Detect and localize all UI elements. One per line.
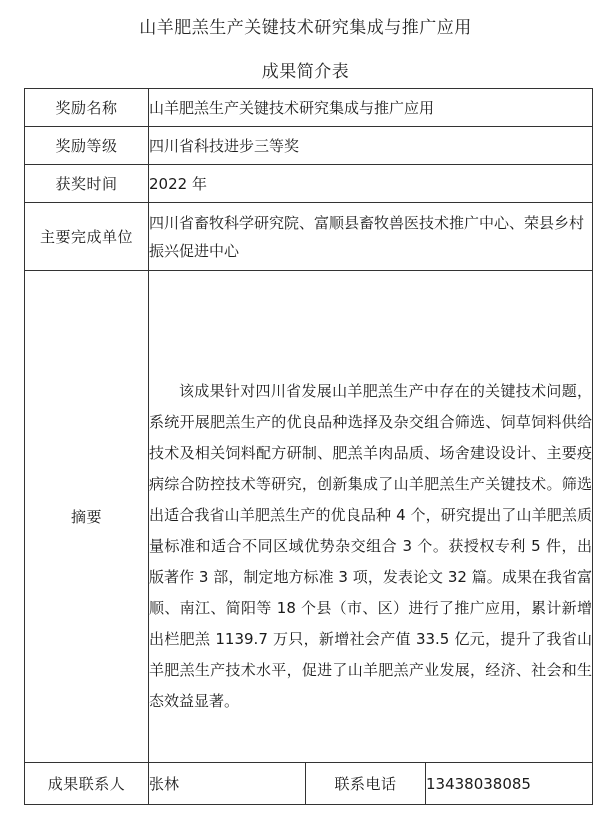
contact-value: 张林 xyxy=(149,763,306,805)
award-name-label: 奖励名称 xyxy=(25,89,149,127)
award-time-value: 2022 年 xyxy=(149,165,593,203)
phone-label: 联系电话 xyxy=(306,763,426,805)
document-subtitle: 成果简介表 xyxy=(261,62,350,82)
award-name-row xyxy=(25,89,593,127)
main-units-label: 主要完成单位 xyxy=(25,203,149,271)
award-level-label: 奖励等级 xyxy=(25,127,149,165)
contact-row xyxy=(25,763,593,805)
award-time-label: 获奖时间 xyxy=(25,165,149,203)
main-units-value: 四川省畜牧科学研究院、富顺县畜牧兽医技术推广中心、荣县乡村振兴促进中心 xyxy=(149,203,593,271)
main-units-row xyxy=(25,203,593,271)
abstract-row xyxy=(25,271,593,763)
abstract-cell xyxy=(149,271,593,763)
contact-label: 成果联系人 xyxy=(25,763,149,805)
award-name-value: 山羊肥羔生产关键技术研究集成与推广应用 xyxy=(149,89,593,127)
abstract-text: 该成果针对四川省发展山羊肥羔生产中存在的关键技术问题，系统开展肥羔生产的优良品种选择及杂交组合筛选、饲草饲料供给技术及相关饲料配方研制、肥羔羊肉品质、场舍建设设计、主要疫病综合防控技术等研究，创新集成了山羊肥羔生产关键技术。筛选出适合我省山羊肥羔生产的优良品种 4 个，研究提出了山羊肥羔质量标准和适合不同区域优势杂交组合 3 个。获授权专利 5 件，出版著作 3 部，制定地方标准 3 项，发表论文 32 篇。成果在我省富顺、南江、简阳等 18 个县（市、区）进行了推广应用，累计新增出栏肥羔 1139.7 万只，新增社会产值 33.5 亿元，提升了我省山羊肥羔生产技术水平，促进了山羊肥羔产业发展，经济、社会和生态效益显著。 xyxy=(149,382,593,710)
award-time-row xyxy=(25,165,593,203)
award-level-value: 四川省科技进步三等奖 xyxy=(149,127,593,165)
achievement-table xyxy=(24,88,593,805)
document-title: 山羊肥羔生产关键技术研究集成与推广应用 xyxy=(139,18,472,38)
award-level-row xyxy=(25,127,593,165)
abstract-label: 摘要 xyxy=(25,271,149,763)
phone-value: 13438038085 xyxy=(426,763,593,805)
